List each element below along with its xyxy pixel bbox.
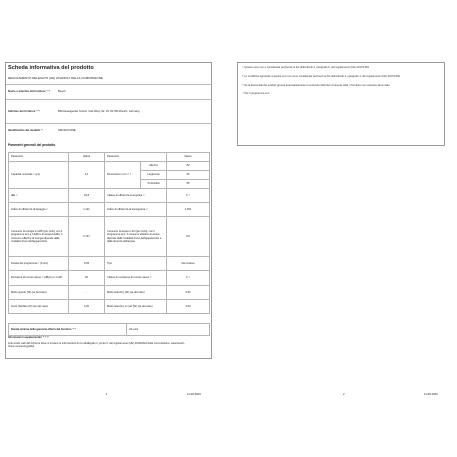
supplier-info-table [6, 84, 211, 138]
height-value: 82 [167, 162, 210, 171]
networked-standby-value: 2,00 [167, 300, 210, 314]
params-header-row [9, 153, 210, 162]
capacity-value: 14 [69, 162, 105, 189]
page-date-1: 11.08.2020 [187, 392, 201, 396]
width-value: 60 [167, 171, 210, 180]
cleaning-index-label: Indice di efficienza di lavaggio ᵃ⁾ [9, 203, 69, 217]
supplier-name-row [6, 85, 211, 100]
params-pair-row [9, 286, 210, 300]
supplementary-label: Informazioni supplementari ¹⁾ ²⁾ ⁵⁾ [8, 336, 49, 339]
standby-mode-value: 0,50 [167, 286, 210, 300]
supplementary-text: Link al sito web del fornitore dove si trovano le informazioni di cui all'allegato II, punto 6, del regolamento (UE) 2019/2022 della Commissione: www.bosch-home.com/energylabel [8, 341, 185, 348]
depth-label: Profondità [141, 180, 167, 189]
delay-start-value: 4,00 [69, 300, 105, 314]
off-mode-value: - [69, 286, 105, 300]
page-number-2: 2 [343, 392, 345, 396]
eei-value: 43,8 [69, 189, 105, 203]
warranty-table [8, 323, 210, 336]
params-pair-row [9, 271, 210, 286]
cleaning-index-value: 1,121 [69, 203, 105, 217]
capacity-dimensions-row [9, 162, 210, 171]
eei-label: IEE ᵃ⁾ [9, 189, 69, 203]
value-col-header-2: Valore [167, 153, 210, 162]
footnotes-box [237, 62, 445, 146]
height-label: Altezza [141, 162, 167, 171]
type-label: Tipo [105, 257, 167, 271]
general-params-heading: Parametri generali del prodotto [8, 143, 56, 147]
model-identifier-row [6, 124, 211, 138]
capacity-label: Capacità nominale ᵃ⁾ (ps) [9, 162, 69, 189]
water-consumption-label: Consumo di acqua in litri [per ciclo], con il programma eco. Il consumo effettivo di acqua dipende dalle modalità d'uso dell'apparecchio e dalla durezza dell'acqua. [105, 217, 167, 257]
noise-class-value: C ⁴⁾ [167, 271, 210, 286]
product-params-table [8, 152, 210, 314]
page-date-2: 11.08.2020 [424, 392, 438, 396]
footnote: ²⁾ Le modifiche apportate a queste voci non sono considerate pertinenti ai fini dell'articolo 4, paragrafo 4, del regolamento (UE) 2017/1369. [242, 74, 401, 78]
document-page-2 [228, 0, 457, 457]
drying-index-label: Indice di efficienza di asciugatura ᵃ⁾ [105, 203, 167, 217]
params-pair-row [9, 217, 210, 257]
energy-consumption-label: Consumo di energia in kWh [per ciclo], con il programma eco e l'utilizzo di acqua fredda. Il consumo effettivo di energia dipende dalle modalità d'uso dell'apparecchio. [9, 217, 69, 257]
dimensions-label: Dimensioni in cm ²⁾ ³⁾ [105, 162, 141, 189]
type-value: Da incasso [167, 257, 210, 271]
programme-duration-label: Durata del programma ᵃ⁾ (h:min) [9, 257, 69, 271]
model-identifier-label: Identificativo del modello ²⁾ [6, 124, 56, 138]
page-number-1: 1 [106, 392, 108, 396]
supplier-name-label: Nome o marchio del fornitore ¹⁾ ²⁾ [6, 85, 56, 100]
footnote: ᵃ⁾ Questo voce non è considerata pertinente ai fini dell'articolo 2, paragrafo 6, del regolamento (UE) 2017/1369. [242, 66, 370, 69]
depth-value: 55 [167, 180, 210, 189]
param-col-header-2: Parametro [105, 153, 167, 162]
params-pair-row [9, 300, 210, 314]
warranty-row [9, 324, 210, 336]
standby-mode-label: Modo stand-by (W) (se del caso) [105, 286, 167, 300]
delay-start-label: Avvio ritardato (W) (se del caso) [9, 300, 69, 314]
energy-class-label: Classe di efficienza energetica ᵃ⁾ [105, 189, 167, 203]
product-information-sheet [5, 62, 212, 359]
supplier-name-value: Bosch [56, 85, 211, 100]
model-identifier-value: SMV2HVX39E [56, 124, 211, 138]
energy-consumption-value: 0,747 [69, 217, 105, 257]
drying-index-value: 1,061 [167, 203, 210, 217]
width-label: Larghezza [141, 171, 167, 180]
noise-emissions-value: 46 [69, 271, 105, 286]
noise-class-label: Classe di emissione di rumore aereo ᵃ⁾ [105, 271, 167, 286]
supplier-address-label: Indirizzo del fornitore ¹⁾ ²⁾ [6, 100, 56, 124]
off-mode-label: Modo spento (W) (se del caso) [9, 286, 69, 300]
supplier-address-row [6, 100, 211, 124]
footnote: ³⁾ Se la banca dati dei prodotti genera automaticamente il contenuto definitivo di questa cella, il fornitore non inserisce alcun dato. [242, 83, 391, 87]
param-col-header-1: Parametro [9, 153, 69, 162]
regulation-reference: REGOLAMENTO DELEGATO (UE) 2019/2017 DELLA COMMISSIONE [8, 76, 103, 80]
sheet-title: Scheda informativa del prodotto [8, 65, 94, 71]
warranty-value: 24 mesi [127, 324, 210, 336]
energy-class-value: C ⁴⁾ [167, 189, 210, 203]
supplementary-info [8, 336, 209, 349]
noise-emissions-label: Emissioni di rumore aereo ᵃ⁾ (dB(A) re 1 pW) [9, 271, 69, 286]
value-col-header-1: Valore [69, 153, 105, 162]
supplier-address-value: BSH Hausgeräte GmbH, Carl-Wery-Str. 34, 81739 Munich, Germany [56, 100, 211, 124]
params-pair-row [9, 203, 210, 217]
document-page-1 [0, 0, 228, 457]
warranty-label: Durata minima della garanzia offerta dal fornitore ¹⁾ ²⁾ [9, 324, 127, 336]
params-pair-row [9, 189, 210, 203]
water-consumption-value: 9,5 [167, 217, 210, 257]
networked-standby-label: Modo stand-by in rete (W) (se del caso) [105, 300, 167, 314]
programme-duration-value: 4:55 [69, 257, 105, 271]
footnote: ⁴⁾ Per il programma eco [242, 92, 270, 96]
params-pair-row [9, 257, 210, 271]
